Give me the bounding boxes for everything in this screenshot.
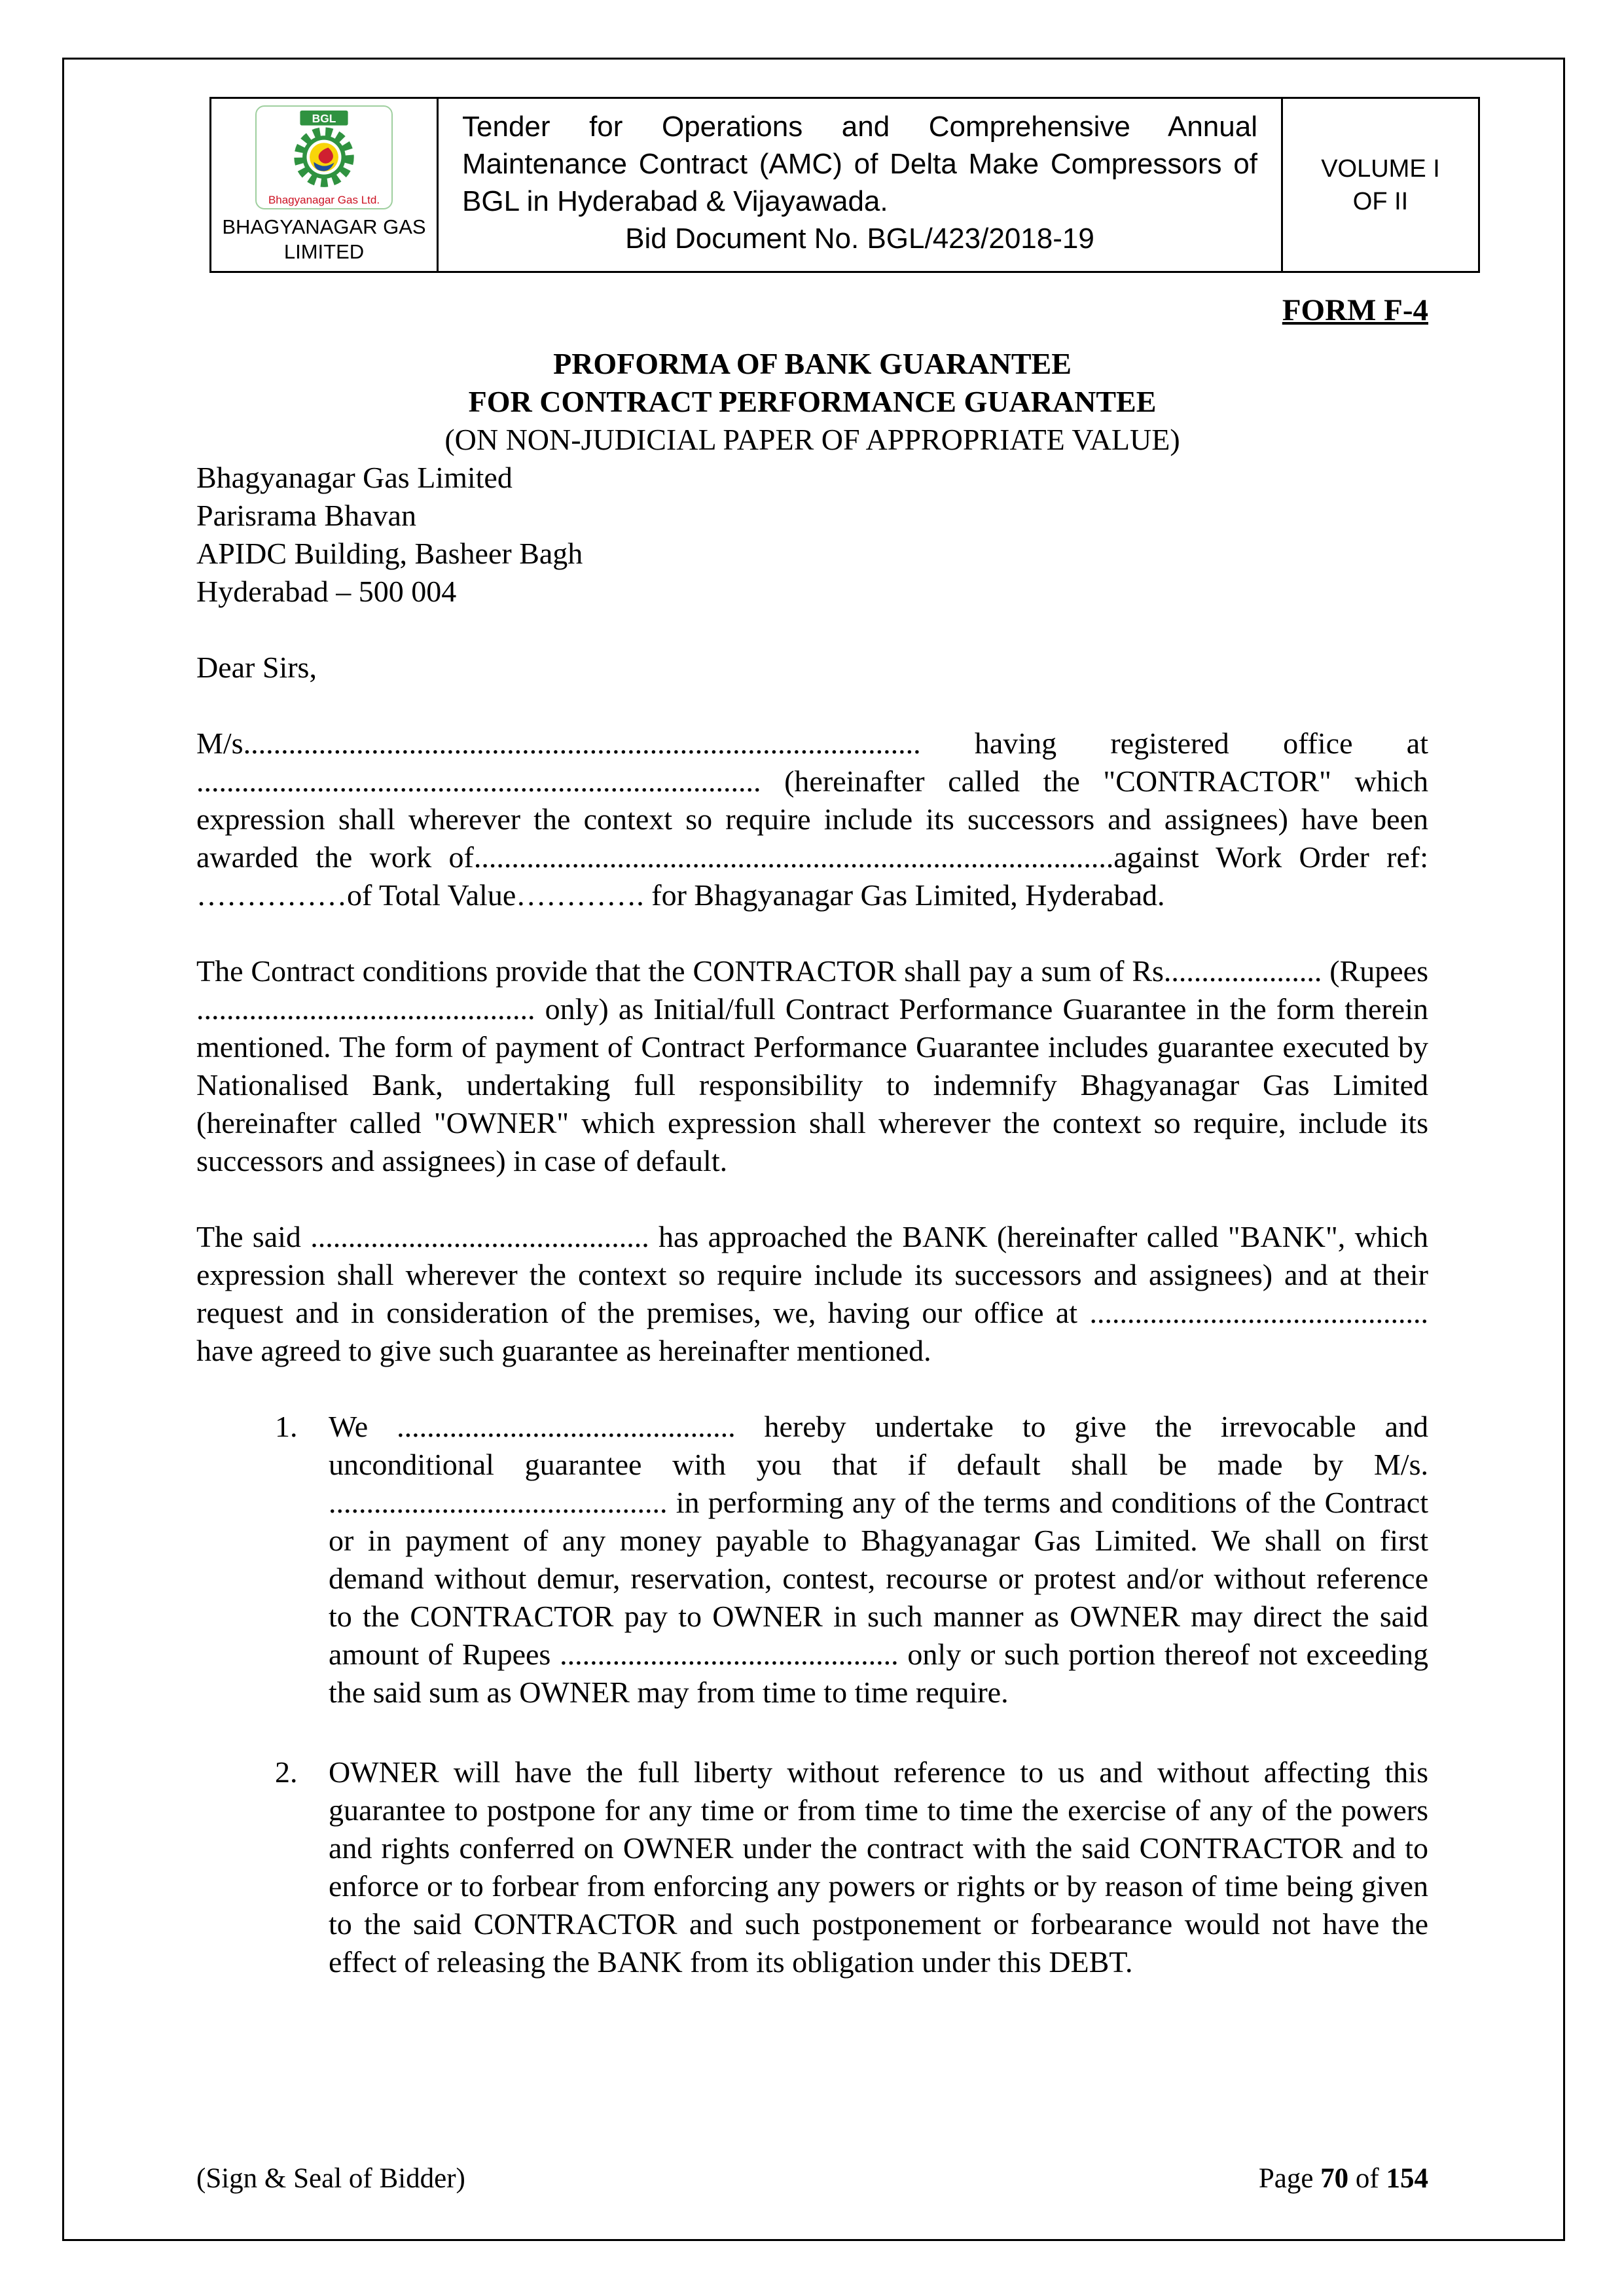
org-name-line1: BHAGYANAGAR GAS — [222, 215, 426, 238]
list-item-2 — [275, 1753, 1428, 1981]
item-text: We ............................................. hereby undertake to give the irrevocable and unconditional guarantee with you that if default shall be made by M/s. ............................................. in performing any of the terms and conditions of the Contract or in payment of any money payable to Bhagyanagar Gas Limited. We shall on first demand without demur, reservation, contest, recourse or protest and/or without reference to the CONTRACTOR pay to OWNER in such manner as OWNER may direct the said amount of Rupees ............................................. only or such portion thereof not exceeding the said sum as OWNER may from time to time require. — [329, 1410, 1428, 1709]
item-text: OWNER will have the full liberty without reference to us and without affecting this guarantee to postpone for any time or from time to time the exercise of any of the powers and rights conferred on OWNER under the contract with the said CONTRACTOR and to enforce or to forbear from enforcing any powers or rights or by reason of time being given to the said CONTRACTOR and such postponement or forbearance would not have the effect of releasing the BANK from its obligation under this DEBT. — [329, 1755, 1428, 1979]
doc-title-line2: FOR CONTRACT PERFORMANCE GUARANTEE — [468, 385, 1157, 418]
address-line: Bhagyanagar Gas Limited — [196, 461, 513, 494]
tender-title: Tender for Operations and Comprehensive Annual Maintenance Contract (AMC) of Delta Make Compressors of BGL in Hyderabad & Vijayawada. — [462, 111, 1257, 217]
header-table — [209, 97, 1480, 273]
logo-box — [255, 105, 393, 209]
form-label: FORM F-4 — [1282, 293, 1428, 327]
salutation: Dear Sirs, — [196, 651, 317, 684]
paragraph-contract-conditions: The Contract conditions provide that the CONTRACTOR shall pay a sum of Rs..................... (Rupees ............................................. only) as Initial/full Contract Performance Guarantee in the form therein mentioned. The form of payment of Contract Performance Guarantee includes guarantee executed by Nationalised Bank, undertaking full responsibility to indemnify Bhagyanagar Gas Limited (hereinafter called "OWNER" which expression shall wherever the context so require, include its successors and assignees) in case of default. — [196, 954, 1428, 1177]
item-number: 2. — [275, 1755, 298, 1789]
svg-text:BGL: BGL — [312, 112, 336, 126]
bid-document-number: Bid Document No. BGL/423/2018-19 — [625, 223, 1094, 255]
item-number: 1. — [275, 1410, 298, 1443]
bgl-logo-icon — [273, 109, 375, 193]
address-line: Parisrama Bhavan — [196, 499, 416, 532]
document-body — [196, 291, 1428, 2023]
org-name — [222, 215, 425, 264]
logo-cell — [211, 99, 439, 271]
paragraph-contractor: M/s.......................................................................................... having registered office at ........................................................................... (hereinafter called the "CONTRACTOR" which expression shall wherever the context so require include its successors and assignees) have been awarded the work of.....................................................................................against Work Order ref: ……………of Total Value…………. for Bhagyanagar Gas Limited, Hyderabad. — [196, 726, 1428, 912]
of-word: of — [1355, 2163, 1379, 2194]
volume-line1: VOLUME I — [1321, 154, 1440, 183]
header-title-cell — [439, 99, 1283, 271]
page-current: 70 — [1320, 2163, 1349, 2194]
page-word: Page — [1258, 2163, 1314, 2194]
page-footer — [196, 2161, 1428, 2197]
org-name-line2: LIMITED — [283, 240, 365, 263]
logo-caption: Bhagyanagar Gas Ltd. — [268, 194, 380, 206]
paragraph-bank: The said ............................................. has approached the BANK (hereinafter called "BANK", which expression shall wherever the context so require include its successors and assignees) and at their request and in consideration of the premises, we, having our office at ............................................. have agreed to give such guarantee as hereinafter mentioned. — [196, 1220, 1428, 1367]
page-total: 154 — [1386, 2163, 1428, 2194]
volume-line2: OF II — [1352, 187, 1409, 215]
doc-title-line1: PROFORMA OF BANK GUARANTEE — [553, 347, 1072, 380]
sign-seal-label: (Sign & Seal of Bidder) — [196, 2163, 465, 2194]
doc-title-line3: (ON NON-JUDICIAL PAPER OF APPROPRIATE VALUE) — [444, 423, 1180, 456]
list-item-1 — [275, 1408, 1428, 1712]
ordered-list — [196, 1408, 1428, 1981]
page-number — [1259, 2161, 1428, 2197]
volume-label — [1283, 99, 1478, 271]
address-line: Hyderabad – 500 004 — [196, 575, 457, 608]
address-line: APIDC Building, Basheer Bagh — [196, 537, 583, 570]
